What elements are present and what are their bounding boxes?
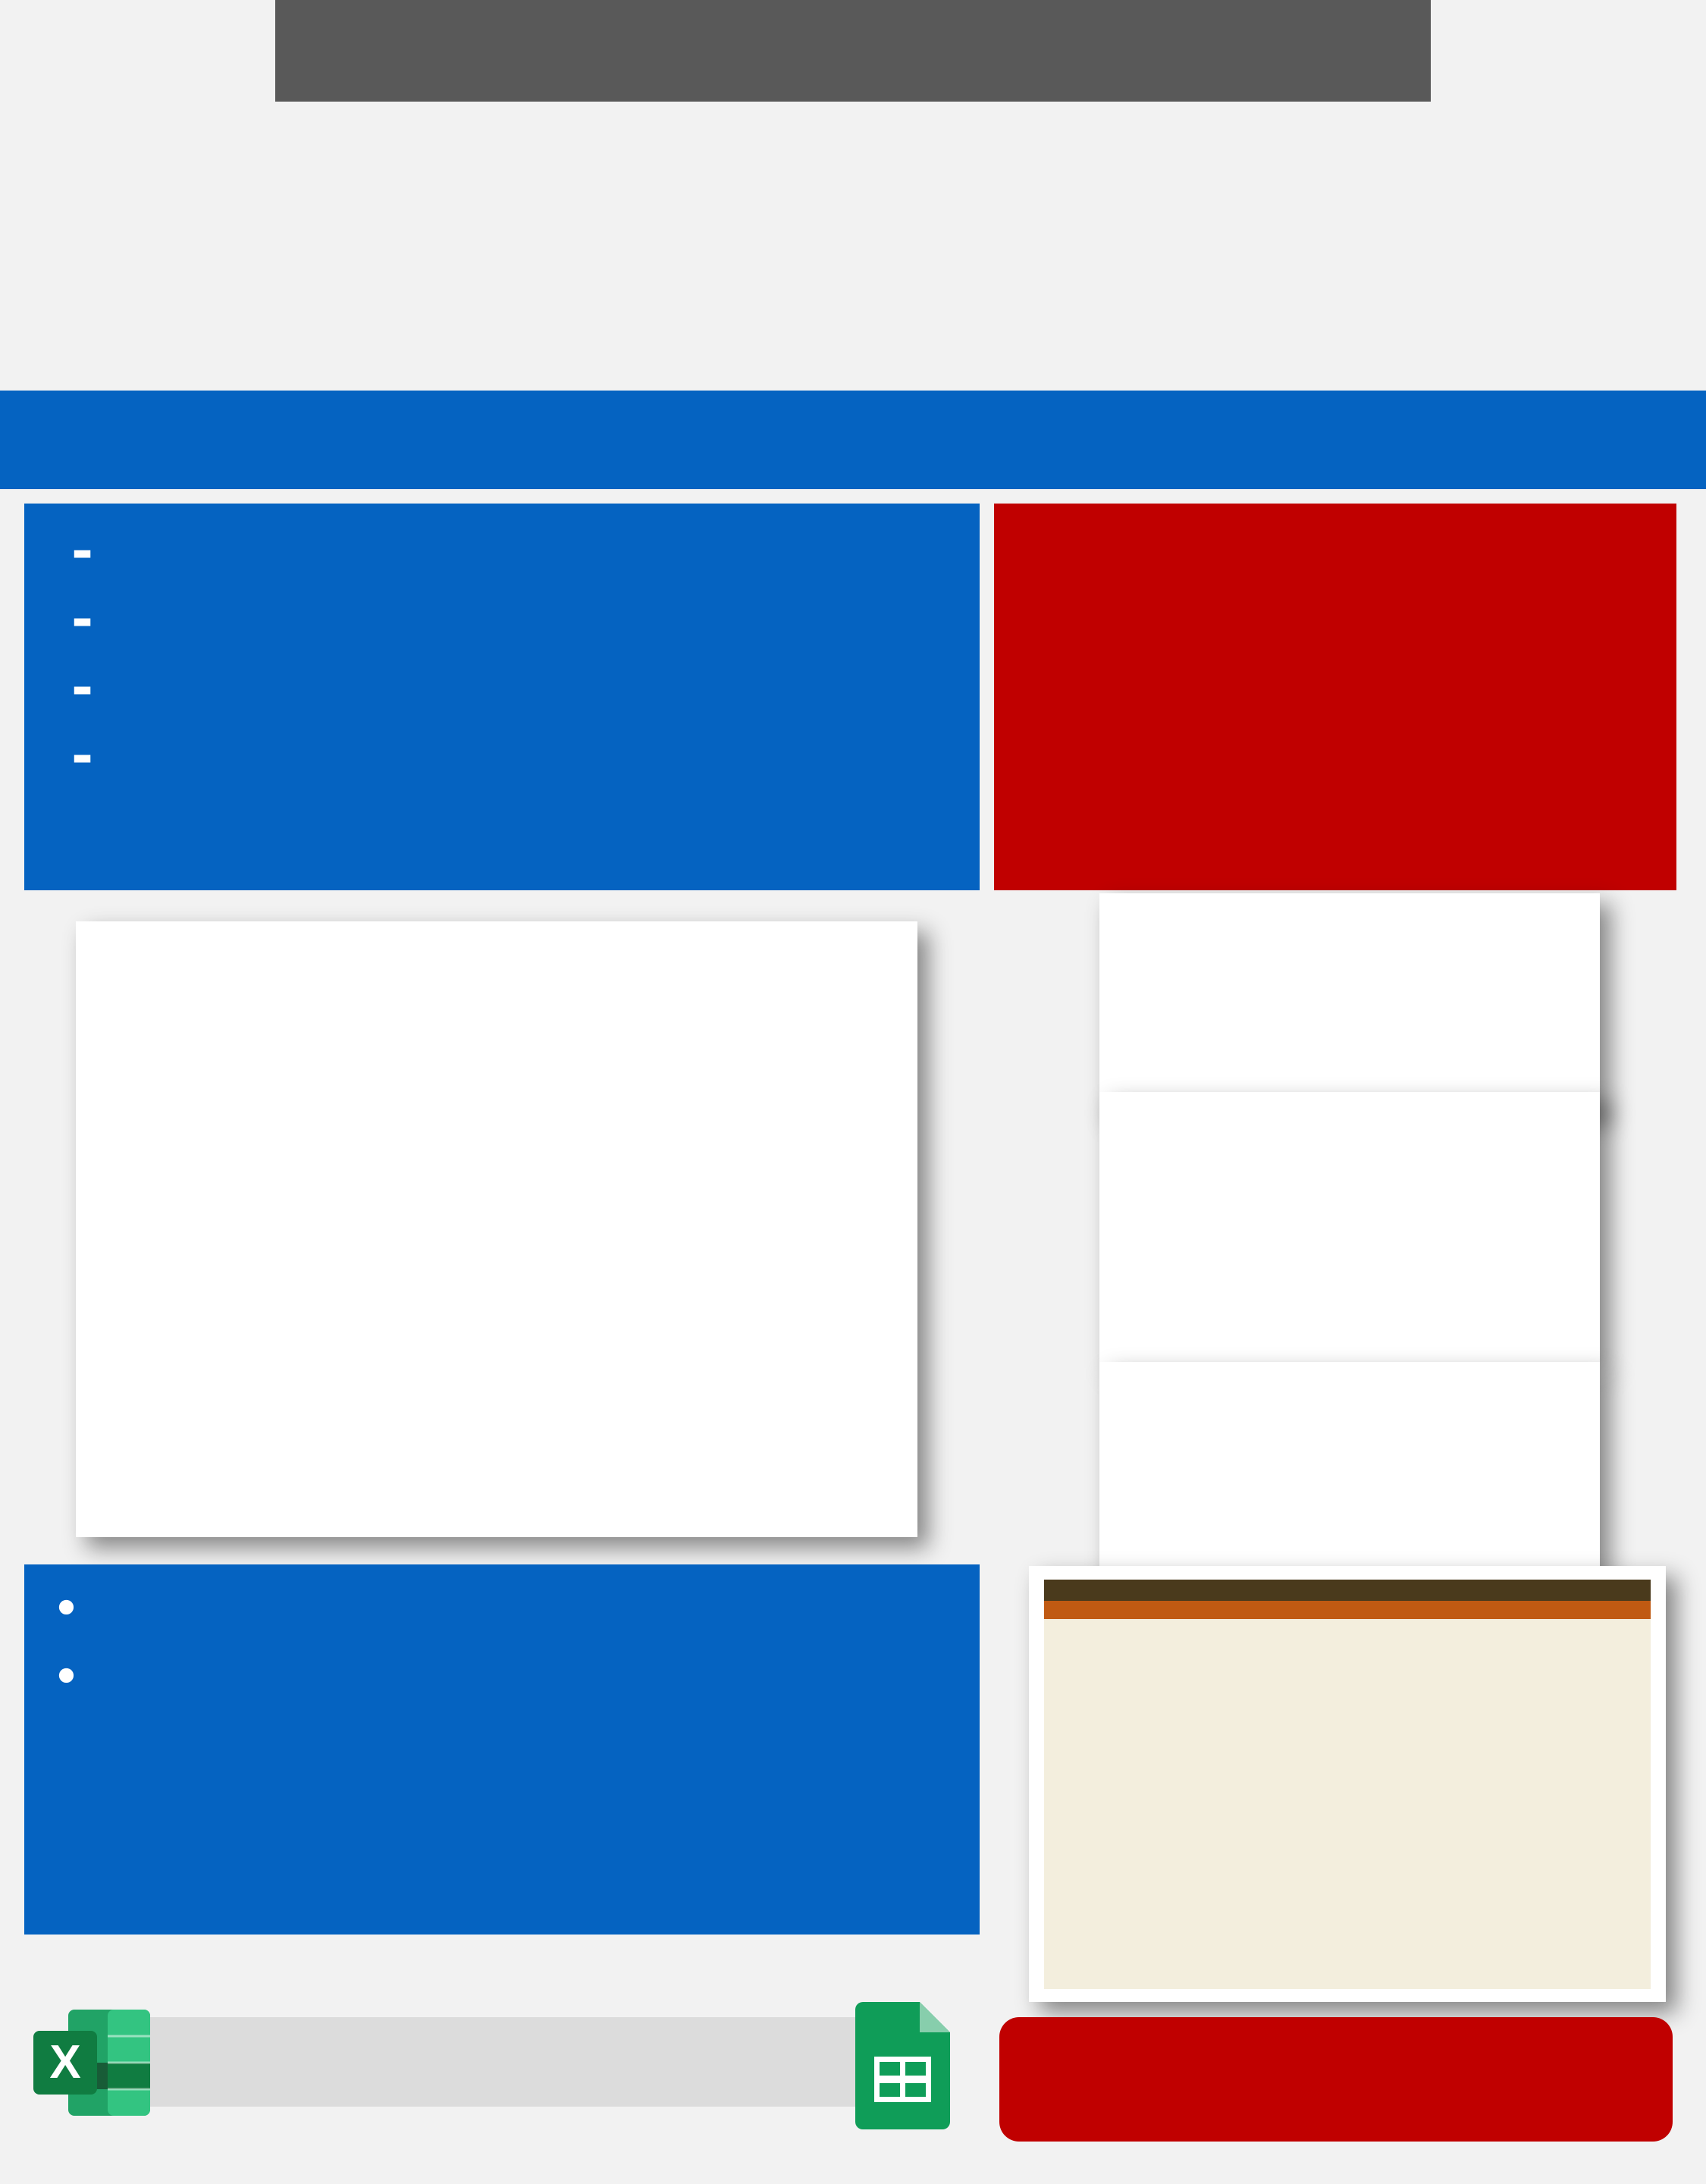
dashboard-panel	[1044, 1580, 1651, 1989]
cogs-bullet: •	[52, 1648, 81, 1706]
googlesheets-icon	[855, 2002, 950, 2129]
cogs-bullet: •	[52, 1580, 81, 1638]
excel-googlesheets-label	[91, 2017, 880, 2107]
dash-charts	[1203, 1624, 1651, 1988]
cogs-bar	[0, 391, 1706, 489]
cogs-box	[24, 1564, 980, 1935]
svg-text:X: X	[49, 2036, 81, 2088]
excel-icon	[32, 2002, 153, 2123]
statement-box	[24, 504, 980, 890]
statement-item: -	[71, 520, 94, 582]
statement-item: -	[71, 588, 94, 651]
top-banner	[275, 0, 1431, 102]
dashboard-promo	[999, 2017, 1673, 2142]
dash-subtitle	[1044, 1601, 1651, 1619]
statement-item: -	[71, 725, 94, 787]
statement-item: -	[71, 657, 94, 719]
easy-box	[994, 504, 1676, 890]
balance-sheet-preview	[76, 921, 917, 1537]
dashboard-preview	[1029, 1566, 1666, 2002]
equity-preview	[1099, 1362, 1600, 1576]
cash-flow-preview	[1099, 1092, 1600, 1365]
pl-report-preview	[1099, 893, 1600, 1113]
dash-title	[1044, 1580, 1651, 1601]
